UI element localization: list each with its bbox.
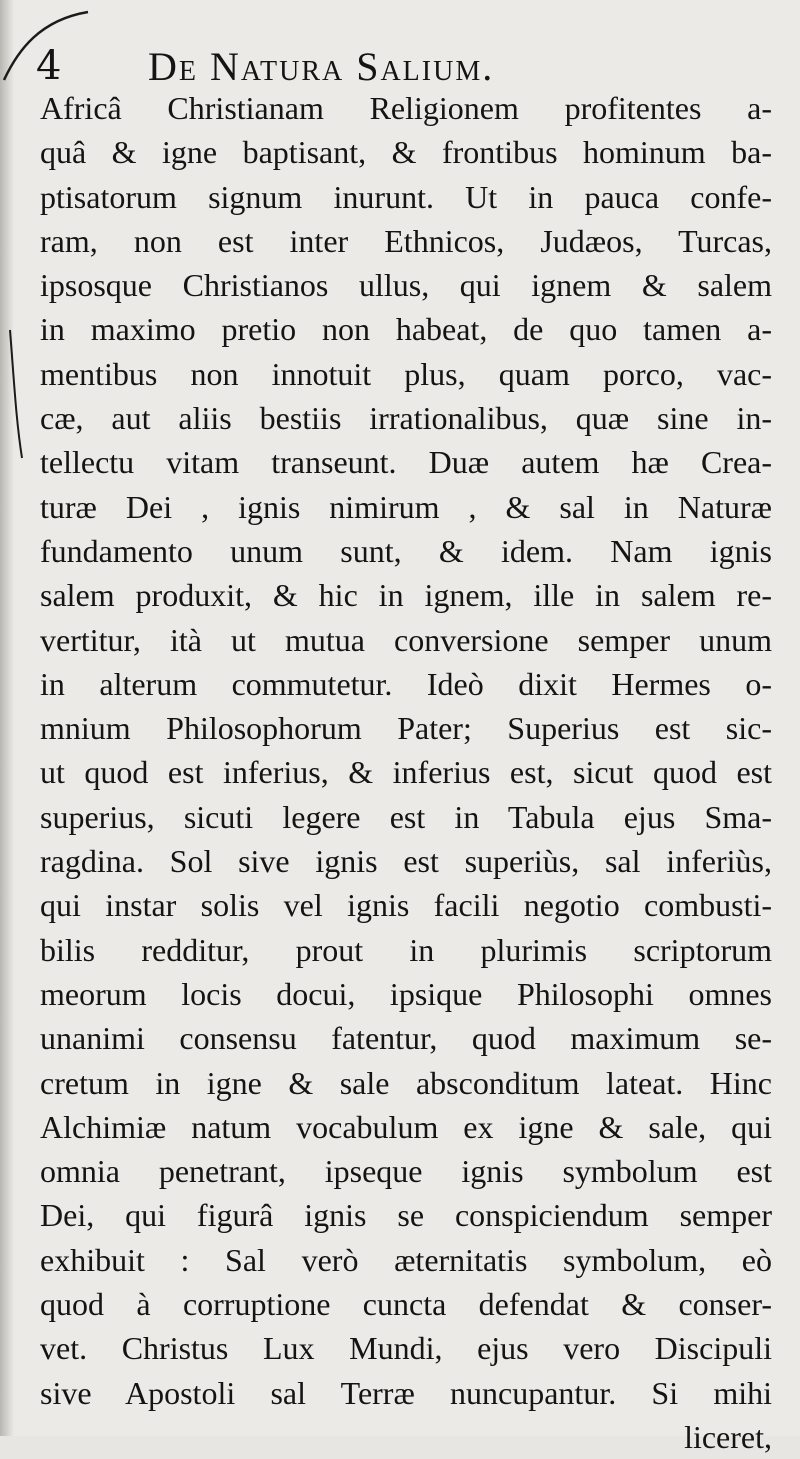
- text-line: cæ, aut aliis bestiis irrationalibus, quæ sine in-: [40, 400, 772, 437]
- text-line: fundamento unum sunt, & idem. Nam ignis: [40, 532, 772, 569]
- text-line: quâ & igne baptisant, & frontibus hominum ba-: [40, 134, 772, 171]
- text-line: sive Apostoli sal Terræ nuncupantur. Si mihi: [40, 1374, 772, 1411]
- text-line: quod à corruptione cuncta defendat & conser-: [40, 1286, 772, 1323]
- text-line: Alchimiæ natum vocabulum ex igne & sale, qui: [40, 1108, 772, 1145]
- text-line: in alterum commutetur. Ideò dixit Hermes o-: [40, 665, 772, 702]
- text-line: vet. Christus Lux Mundi, ejus vero Discipuli: [40, 1330, 772, 1367]
- text-line: meorum locis docui, ipsique Philosophi omnes: [40, 975, 772, 1012]
- text-line: ram, non est inter Ethnicos, Judæos, Turcas,: [40, 222, 772, 259]
- text-line: Africâ Christianam Religionem profitentes a-: [40, 90, 772, 126]
- text-line: exhibuit : Sal verò æternitatis symbolum, eò: [40, 1241, 772, 1278]
- running-title: De Natura Salium.: [148, 44, 495, 89]
- text-line: in maximo pretio non habeat, de quo tamen a-: [40, 311, 772, 348]
- text-line: turæ Dei , ignis nimirum , & sal in Naturæ: [40, 488, 772, 525]
- text-line: tellectu vitam transeunt. Duæ autem hæ Crea-: [40, 444, 772, 481]
- text-line: qui instar solis vel ignis facili negotio combusti-: [40, 887, 772, 924]
- text-line: Dei, qui figurâ ignis se conspiciendum semper: [40, 1197, 772, 1234]
- text-line: bilis redditur, prout in plurimis scriptorum: [40, 931, 772, 968]
- text-line: ut quod est inferius, & inferius est, sicut quod est: [40, 754, 772, 791]
- text-line: salem produxit, & hic in ignem, ille in salem re-: [40, 577, 772, 614]
- body-text: [40, 86, 772, 1459]
- text-line: ragdina. Sol sive ignis est superiùs, sal inferiùs,: [40, 843, 772, 880]
- text-line: superius, sicuti legere est in Tabula ejus Sma-: [40, 798, 772, 835]
- text-line: cretum in igne & sale absconditum lateat. Hinc: [40, 1064, 772, 1101]
- text-line: ptisatorum signum inurunt. Ut in pauca confe-: [40, 178, 772, 215]
- text-line: vertitur, ità ut mutua conversione semper unum: [40, 621, 772, 658]
- text-line: ipsosque Christianos ullus, qui ignem & salem: [40, 267, 772, 304]
- text-line: mnium Philosophorum Pater; Superius est sic-: [40, 710, 772, 747]
- text-line: unanimi consensu fatentur, quod maximum se-: [40, 1020, 772, 1057]
- page-number: 4: [36, 43, 62, 89]
- catchword: liceret,: [684, 1418, 772, 1455]
- text-line: mentibus non innotuit plus, quam porco, vac-: [40, 355, 772, 392]
- text-line: omnia penetrant, ipseque ignis symbolum est: [40, 1153, 772, 1190]
